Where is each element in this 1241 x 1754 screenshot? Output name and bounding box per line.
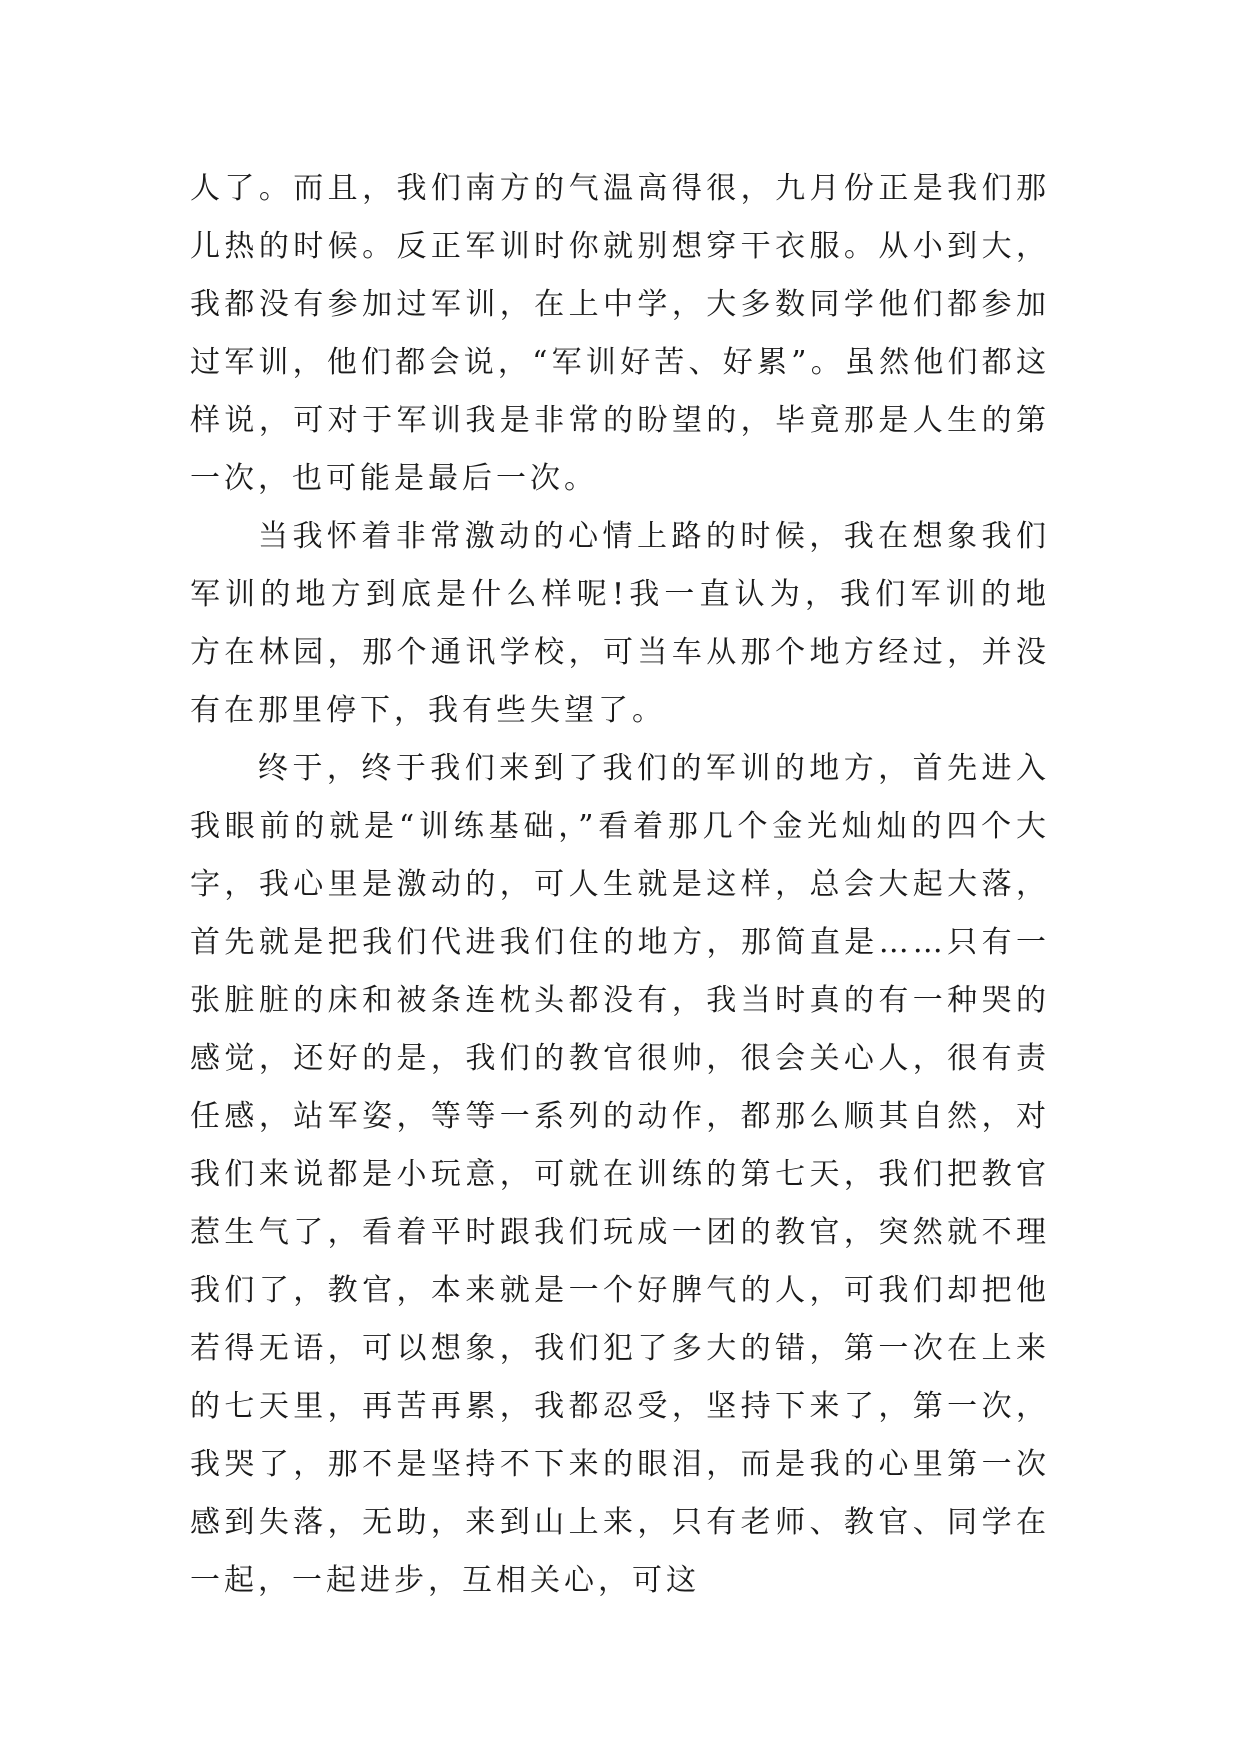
paragraph-2: 当我怀着非常激动的心情上路的时候，我在想象我们军训的地方到底是什么样呢!我一直认为，我们军训的地方在林园，那个通讯学校，可当车从那个地方经过，并没有在那里停下，我有些失望了。: [190, 519, 1050, 728]
paragraph-3: 终于，终于我们来到了我们的军训的地方，首先进入我眼前的就是“训练基础，”看着那几个金光灿灿的四个大字，我心里是激动的，可人生就是这样，总会大起大落，首先就是把我们代进我们住的地方，那简直是……只有一张脏脏的床和被条连枕头都没有，我当时真的有一种哭的感觉，还好的是，我们的教官很帅，很会关心人，很有责任感，站军姿，等等一系列的动作，都那么顺其自然，对我们来说都是小玩意，可就在训练的第七天，我们把教官惹生气了，看着平时跟我们玩成一团的教官，突然就不理我们了，教官，本来就是一个好脾气的人，可我们却把他若得无语，可以想象，我们犯了多大的错，第一次在上来的七天里，再苦再累，我都忍受，坚持下来了，第一次，我哭了，那不是坚持不下来的眼泪，而是我的心里第一次感到失落，无助，来到山上来，只有老师、教官、同学在一起，一起进步，互相关心，可这: [190, 751, 1050, 1598]
body-text: [190, 160, 1050, 1610]
paragraph-1: 人了。而且，我们南方的气温高得很，九月份正是我们那儿热的时候。反正军训时你就别想穿干衣服。从小到大，我都没有参加过军训，在上中学，大多数同学他们都参加过军训，他们都会说，“军训好苦、好累”。虽然他们都这样说，可对于军训我是非常的盼望的，毕竟那是人生的第一次，也可能是最后一次。: [190, 171, 1050, 496]
